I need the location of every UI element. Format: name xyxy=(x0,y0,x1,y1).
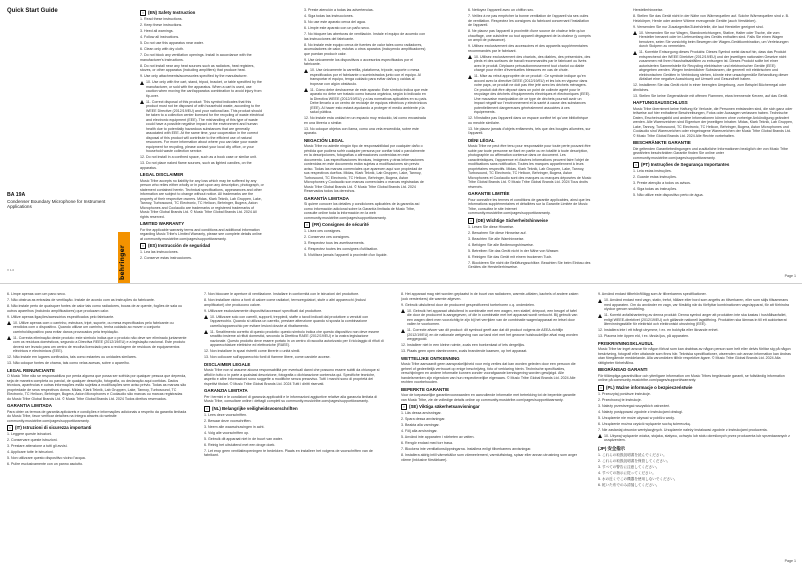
warning-icon xyxy=(204,315,208,319)
guide-header: Quick Start Guide xyxy=(7,8,58,14)
paragraph: 7. Não obstrua as entradas de ventilação. Instale de acordo com as instruções do fabricante. xyxy=(7,298,155,302)
warning-paragraph xyxy=(204,330,384,350)
warning-icon xyxy=(598,314,602,318)
paragraph: För tillämpliga garantivillkor och ytterligare information om Music Tribes begränsade garanti, se fullständig information online på community.musictribe.com/pages/support#warranty. xyxy=(598,373,785,383)
warning-icon xyxy=(633,31,637,35)
paragraph: 11. Korrekt avfallshantering av denna produkt: Denna symbol anger att produkten inte ska kastas i hushållsavfallet, enligt WEEE-direktivet (2012/19/EU) och gällande nationell lagstiftning. Produkten ska lämnas in till ett auktoriserat återvinningsställe för elektriskt och elektroniskt utrustning (EEE). xyxy=(604,313,787,326)
paragraph: 6. Limpie este aparato con un paño seco. xyxy=(304,26,370,30)
warning-icon xyxy=(304,88,308,92)
section-heading-text: GARANZIA LIMITATA xyxy=(204,388,248,394)
paragraph: 3. Preste atención a todas las advertencias. xyxy=(304,8,374,12)
paragraph: 12. Installera inte i ett trångt utrymme, t ex. en bokhylla eller liknande enhet. xyxy=(598,328,719,332)
page-number: Page 1 xyxy=(784,274,796,278)
paragraph: Herstellerhinweise. xyxy=(633,8,664,12)
section-heading-text: (EN) Safety Instruction xyxy=(148,10,196,16)
warning-paragraph xyxy=(633,31,793,51)
paragraph: 13. Non collocare sull'apparecchio fonti di fiamme libere, come candele accese. xyxy=(204,355,331,359)
warning-icon xyxy=(401,329,405,333)
paragraph: 10. Utilizzare solo con carrelli, supporti, treppiedi, staffe o tavoli indicati dal produttore o venduti con l'apparecchio. Quando si utilizza un carrello, prestare attenzione quando si sposta la combinazione carrello/apparecchio per evitare lesioni dovute al ribaltamento. xyxy=(210,314,369,328)
paragraph: 5. Non utilizzare questo dispositivo vicino l'acqua. xyxy=(7,456,86,461)
paragraph: 11. Correct disposal of this product: This symbol indicates that this product must not be disposed of with household waste, according to the WEEE Directive (2012/19/EU) and your national law. This product should be taken to a collection center licensed for the recycling of waste electrical and electronic equipment (EEE). The mishandling of this type of waste could have a possible negative impact on the environment and human health due to potentially hazardous substances that are generally associated with EEE. At the same time, your cooperation in the correct disposal of this product will contribute to the efficient use of natural resources. For more information about where you can take your waste equipment for recycling, please contact your local city office, or your household waste collection service. xyxy=(146,99,264,153)
shield-icon: ! xyxy=(7,425,13,431)
paragraph: 7. Nie zasłaniaj otworów wentylacyjnych. Urządzenie należy instalować zgodnie z instrukcjami producenta. xyxy=(598,427,768,432)
paragraph: 7. Veillez à ne pas empêcher la bonne ventilation de l'appareil via ses ouïes de ventilation. Respectez les consignes du fabricant concernant l'installation de l'appareil. xyxy=(468,14,589,27)
paragraph: 2. Bewaar deze voorschriften. xyxy=(204,418,252,423)
section-heading xyxy=(401,356,581,362)
shield-icon: ! xyxy=(140,243,146,249)
paragraph: Music Tribe non si assume alcuna responsabilità per eventuali danni che possono essere subiti da chiunque si affidi in tutto o in parte a qualsiasi descrizione, fotografia o dichiarazione contenuta qui. Specifiche tecniche, aspetto e altre informazioni sono soggette a modifiche senza preavviso. Tutti i marchi sono di proprietà dei rispettivi titolari. © Music Tribe Global Brands Ltd. 2024 Tutti i diritti riservati. xyxy=(204,368,380,386)
paragraph: 3. Heed all warnings. xyxy=(140,29,174,33)
text-column xyxy=(598,292,792,558)
paragraph: 4. Respectez toutes les consignes d'utilisation. xyxy=(304,247,379,252)
paragraph: 10. Använd endast med vagn, stativ, trefot, hållare eller bord som angetts av tillverkaren, eller som säljs tillsammans med apparaten. Om du använder en vagn, var försiktig när du förflyttar kombinationen vagn/apparat, för att förhindra olyckor genom snubbling. xyxy=(604,298,789,311)
paragraph: 8. Não instale perto de quaisquer fontes de calor tais como radiadores, bocas de ar quente, fogões de sala ou outros aparelhos (incluindo amplificadores) que produzam calor. xyxy=(7,304,183,313)
paragraph: 9. Verwenden Sie nur Zusatzgeräte/Zubehörteile, die laut Hersteller geeignet sind. xyxy=(633,24,764,29)
paragraph: 13. Plaats geen open vlambronnen, zoals brandende kaarsen, op het apparaat. xyxy=(401,349,528,353)
section-heading xyxy=(468,191,592,197)
paragraph: 5. Använd inte apparaten i närheten av vatten. xyxy=(401,435,475,440)
warning-icon xyxy=(140,81,144,85)
shield-icon: ! xyxy=(468,218,474,224)
top-page xyxy=(0,0,802,283)
paragraph: 5. N'utilisez jamais l'appareil à proximité d'un liquide. xyxy=(304,253,388,258)
paragraph: 6. 乾いた布でのみ清掃してください。 xyxy=(598,482,660,487)
paragraph: 2. Bewahren Sie diese Hinweise auf. xyxy=(468,230,527,235)
paragraph: 11. Mise au rebut appropriée de ce produit : Ce symbole indique qu'en accord avec la directive DEEE (2012/19/EU) et les lois en vigueur dans votre pays, ce produit ne doit pas être jeté avec les déchets ménagers. Ce produit doit être déposé dans un point de collecte agréé pour le recyclage des déchets d'équipements électriques et électroniques (EEE). Une mauvaise manipulation de ce type de déchets pourrait avoir un impact négatif sur l'environnement et la santé à cause des substances potentiellement dangereuses généralement associées à ces équipements. xyxy=(474,74,591,114)
paragraph: 10. Utilisez exclusivement des chariots, des diables, des présentoirs, des pieds et des surfaces de travail recommandés par le fabricant ou livrés avec le produit. Déplacez précautionneusement tout chariot ou diable chargé pour éviter d'éventuelles blessures en cas de chute. xyxy=(474,54,591,72)
section-heading-text: HAFTUNGSAUSSCHLUSS xyxy=(633,100,688,105)
section-heading-text: (PL) Ważne informacje o bezpieczeństwie xyxy=(606,384,693,390)
paragraph: 12. Installieren Sie das Gerät nicht in einer beengten Umgebung, zum Beispiel Bücherregal oder ähnliches. xyxy=(633,83,787,92)
paragraph: 8. Do not install near any heat sources such as radiators, heat registers, stoves, or other apparatus (including amplifiers) that produce heat. xyxy=(140,63,255,72)
paragraph: 6. Clean only with dry cloth. xyxy=(140,47,184,51)
paragraph: 6. Limpe apenas com um pano seco. xyxy=(7,292,66,296)
paragraph: 1. Read these instructions. xyxy=(140,17,183,21)
paragraph: 12. Do not install in a confined space, such as a book case or similar unit. xyxy=(140,155,257,159)
paragraph: 4. Follow all instructions. xyxy=(140,35,180,39)
version-number: V 1.0 xyxy=(7,268,15,272)
section-heading xyxy=(468,218,592,224)
paragraph: 6. Nettoyez l'appareil avec un chiffon sec. xyxy=(468,8,535,12)
section-heading-text: WETTELIJKE ONTKENNING xyxy=(401,355,460,361)
paragraph: 12. Installeer niet in een kleine ruimte, zoals een boekenkast of iets dergelijks. xyxy=(401,343,526,347)
paragraph: 9. Utilize apenas ligações/acessórios especificados pelo fabricante. xyxy=(7,314,115,319)
text-column xyxy=(401,292,581,558)
paragraph: 10. Używaj wyłącznie wózka, stojaka, statywu, uchwytu lub stołu określonych przez producenta lub sprzedawanych z urządzeniem. xyxy=(604,433,790,443)
section-heading xyxy=(633,162,793,168)
section-heading-text: (PT) Instruções de Segurança Importantes xyxy=(641,162,730,168)
shield-icon: ! xyxy=(304,222,310,228)
paragraph: 9. Utilizzare esclusivamente dispositivi/accessori specificati dal produttore. xyxy=(204,308,323,313)
paragraph: 9. Use únicamente los dispositivos o accesorios especificados por el fabricante. xyxy=(304,57,414,66)
section-heading-text: GARANTÍA LIMITADA xyxy=(304,195,349,201)
paragraph: 3. Preste atenção a todos os avisos. xyxy=(633,181,691,186)
paragraph: Para obter os termos de garantia aplicáveis e condições e informações adicionais a respeito da garantia limitada do Music Tribe, favor verificar detalhes na íntegra através do website community.musictribe.com/pages/support#warranty. xyxy=(7,409,187,423)
paragraph: 1. Lisez ces consignes. xyxy=(304,229,342,234)
paragraph: 13. Do not place naked flame sources, such as lighted candles, on the apparatus. xyxy=(140,161,252,170)
section-heading xyxy=(304,196,428,202)
paragraph: 4. Applicare tutte le istruzioni. xyxy=(7,450,54,455)
paragraph: 7. Blockieren Sie nicht die Belüftungsschlitze. Beachten Sie beim Einbau des Gerätes die Herstellerhinweise. xyxy=(468,260,591,270)
paragraph: 1. Läs dessa anvisningar. xyxy=(401,411,442,416)
section-heading-text: GARANTIA LIMITADA xyxy=(7,403,52,409)
warning-paragraph xyxy=(140,100,264,156)
paragraph: 12. Não instale em lugares confinados, tais como estantes ou unidades similares. xyxy=(7,355,137,359)
paragraph: 3. Należy przestrzegać wszystkich ostrzeżeń. xyxy=(598,403,671,408)
paragraph: 3. すべての警告に注意してください。 xyxy=(598,464,660,469)
warning-paragraph xyxy=(7,336,187,356)
paragraph: 2. Spara dessa anvisningar. xyxy=(401,417,446,422)
paragraph: 3. Neem alle waarschuwingen in acht. xyxy=(204,424,265,429)
warning-paragraph xyxy=(468,74,592,116)
section-heading xyxy=(140,243,264,249)
paragraph: 2. Conservare queste istruzioni. xyxy=(7,438,58,443)
warning-paragraph xyxy=(7,321,187,336)
warning-icon xyxy=(468,75,472,79)
warning-icon xyxy=(468,55,472,59)
warning-icon xyxy=(140,100,144,104)
paragraph: 6. Reinig het uitsluitend met een droge doek. xyxy=(204,442,276,447)
section-heading xyxy=(7,368,187,374)
paragraph: 4. Befolgen Sie alle Bedienungshinweise. xyxy=(468,242,534,247)
paragraph: 13. No coloque objetos con llama, como una vela encendida, sobre este aparato. xyxy=(304,126,419,135)
paragraph: 13. Stellen Sie keine Gegenstände mit offenen Flammen, etwa brennende Kerzen, auf das Gerät. xyxy=(633,93,788,98)
section-heading xyxy=(7,403,187,409)
paragraph: 5. No use este aparato cerca del agua. xyxy=(304,20,366,24)
paragraph: 1. Lesen Sie diese Hinweise. xyxy=(468,224,515,229)
warning-paragraph xyxy=(468,55,592,75)
section-heading-text: DÉNI LÉGAL xyxy=(468,137,495,143)
paragraph: 2. Conserve estas instrucciones. xyxy=(140,256,192,261)
warning-paragraph xyxy=(304,68,428,88)
shield-icon: ! xyxy=(633,162,639,168)
paragraph: 2. Conservez ces consignes. xyxy=(304,235,350,240)
paragraph: 1. Lea las instrucciones. xyxy=(140,250,179,255)
paragraph: 2. Guarde estas instruções. xyxy=(633,175,677,180)
paragraph: 7. Do not block any ventilation openings. Install in accordance with the manufacturer's instructions. xyxy=(140,53,252,62)
paragraph: 5. Do not use this apparatus near water. xyxy=(140,41,204,45)
warning-paragraph xyxy=(204,315,384,330)
paragraph: Per i termini e le condizioni di garanzia applicabili e le informazioni aggiuntive relative alla garanzia limitata di Music Tribe, consultare online i dettagli completi su community.musictribe.com/pages/support#warranty. xyxy=(204,394,377,404)
text-column xyxy=(204,292,384,558)
paragraph: 3. Beachten Sie alle Warnhinweise. xyxy=(468,236,525,241)
warning-icon xyxy=(204,330,208,334)
warning-paragraph xyxy=(401,309,581,329)
paragraph: 2. これらの取扱説明書を保管してください。 xyxy=(598,458,671,463)
cover-panel xyxy=(0,0,130,283)
section-heading-text: (DE) Wichtige Sicherheitshinweise xyxy=(476,217,548,223)
shield-icon: ! xyxy=(204,406,210,412)
text-column xyxy=(140,8,264,274)
warning-icon xyxy=(7,336,11,340)
paragraph: 11. Correcta eliminação deste produto: este símbolo indica que o produto não deve ser eliminado juntamente com os resíduos domésticos, segundo a Directiva REEE (2012/19/EU) e a legislação nacional. Este produto deverá ser levado para um centro de recolha licenciado para a reciclagem de resíduos de equipamentos eléctricos e electrónicos (EEE). xyxy=(13,335,187,353)
paragraph: 12. N'installez pas l'appareil dans un espace confiné tel qu'une bibliothèque ou meuble similaire. xyxy=(468,116,589,125)
paragraph: 5. 水の近くでこの機器を使用しないでください。 xyxy=(598,476,678,481)
section-heading xyxy=(204,388,384,394)
section-heading xyxy=(204,362,384,368)
section-heading xyxy=(140,172,264,178)
paragraph: 10. Gebruik het apparaat uitsluitend in combinatie met een wagen, een statief, driepoot, een beugel of tafel die door de producent is aangegeven, of die in combinatie met het apparaat wordt verkocht. Bij gebruik van een wagen dient men voorzichtig te zijn bij het verrijden van de combinatie wagen/apparaat en letsel door vallen te voorkomen. xyxy=(407,308,578,326)
section-heading xyxy=(304,138,428,144)
paragraph: Si quiere conocer los detalles y condiciones aplicables de la garantía así como información adicional sobre la Garantía limitada de Music Tribe, consulte online toda la información en la web community.musictribe.com/pages/support#warranty. xyxy=(304,202,420,220)
paragraph: 1. Leggere queste istruzioni. xyxy=(7,432,53,437)
paragraph: Voor de toepasselijke garantievoorwaarden en aanvullende informatie met betrekking tot de beperkte garantie van Music Tribe, zie de volledige details online op community.musictribe.com/pages/support#warranty. xyxy=(401,393,576,402)
paragraph: Music Tribe tar inget ansvar för någon förlust som kan drabbas av någon person som helt eller delvis förlitar sig på någon beskrivning, fotografi eller uttalande som finns här. Tekniska specifikationer, utseenden och annan information kan ändras utan föregående meddelande. Alla varumärken tillhör respektive ägare. © Music Tribe Global Brands Ltd. 2024 Alla rättigheter förbehållna. xyxy=(598,347,791,365)
paragraph: 8. Ne placez pas l'appareil à proximité d'une source de chaleur telle qu'un chauffage, une cuisinière ou tout appareil dégageant de la chaleur (y compris un ampli de puissance). xyxy=(468,29,591,42)
text-column xyxy=(468,8,592,274)
warning-paragraph xyxy=(598,313,792,328)
section-heading xyxy=(204,406,384,412)
section-heading-text: (SE) Viktiga säkerhetsanvisningar xyxy=(409,404,480,410)
section-heading-text: LEGAL RENUNCIANTE xyxy=(7,367,55,373)
paragraph: 5. Gebruik dit apparaat niet in de buurt van water. xyxy=(204,436,283,441)
paragraph: 13. Ne placez jamais d'objets enflammés, tels que des bougies allumées, sur l'appareil. xyxy=(468,126,591,135)
paragraph: 12. No instale esta unidad en un espacio muy reducido, tal como encastrada en una librería o similar. xyxy=(304,116,426,125)
paragraph: 1. これらの取扱説明書を読んでください。 xyxy=(598,452,667,457)
paragraph: Music Tribe übernimmt keine Haftung für Verluste, die Personen entstanden sind, die sich ganz oder teilweise auf hier enthaltene Beschreibungen, Fotos oder Aussagen verlassen haben. Technische Daten, Erscheinungsbild und andere Informationen können ohne vorherige Ankündigung geändert werden. Alle Warenzeichen sind Eigentum der jeweiligen Inhaber. Midas, Klark Teknik, Lab Gruppen, Lake, Tannoy, Turbosound, TC Electronic, TC Helicon, Behringer, Bugera, Aston Microphones und Coolaudio sind Warenzeichen oder eingetragene Warenzeichen der Music Tribe Global Brands Ltd. © Music Tribe Global Brands Ltd. 2024 Alle Rechte vorbehalten. xyxy=(633,106,793,138)
warning-icon xyxy=(304,69,308,73)
section-heading-text: LEGAL DISCLAIMER xyxy=(140,172,184,177)
paragraph: 9. Utilisez exclusivement des accessoires et des appareils supplémentaires recommandés par le fabricant. xyxy=(468,44,588,53)
paragraph: 4. Siga todas las instrucciones. xyxy=(304,14,354,18)
paragraph: Music Tribe ne peut être tenu pour responsable pour toute perte pouvant être subie par toute personne se fiant en partie ou en totalité à toute description, photographie ou affirmation contenue dans ce document. Les caractéristiques, l'apparence et d'autres informations peuvent faire l'objet de modifications sans notification. Toutes les marques appartiennent à leurs propriétaires respectifs. Midas, Klark Teknik, Lab Gruppen, Lake, Tannoy, Turbosound, TC Electronic, TC Helicon, Behringer, Bugera, Aston Microphones et Coolaudio sont des marques ou marques déposées de Music Tribe Global Brands Ltd. © Music Tribe Global Brands Ltd. 2024 Tous droits réservés. xyxy=(468,144,592,189)
section-heading xyxy=(598,367,792,373)
paragraph: 13. Não coloque fontes de chama, tais como velas acesas, sobre o aparelho. xyxy=(7,361,130,365)
paragraph: 8. Installera aldrig intill värmekällor som värmeelement, varmluftsintag, spisar eller annan utrustning som avger värme (inklusive förstärkare). xyxy=(401,453,577,462)
text-column xyxy=(633,8,793,274)
paragraph: 11. Korrekte Entsorgung dieses Produkts: Dieses Symbol weist darauf hin, dass das Produkt entsprechend der WEEE Direktive (2012/19/EU) und der jeweiligen nationalen Gesetze nicht zusammen mit Ihren Haushaltsabfällen zu entsorgen ist. Dieses Produkt sollte bei einer autorisierten Sammelstelle für Recycling elektrischer und elektronischer Geräte (EEE) abgegeben werden. Wegen bedenklicher Substanzen, die generell mit elektrischen und elektronischen Geräten in Verbindung stehen, könnte eine unsachgemäße Behandlung dieser Abfallart eine negative Auswirkung auf Umwelt und Gesundheit haben. xyxy=(639,50,789,81)
paragraph: Music Tribe no admite ningún tipo de responsabilidad por cualquier daño o pérdida que pudiera sufrir cualquier persona por confiar total o parcialmente en la descripciones, fotografías o afirmaciones contenidas en este documento. Las especificaciones técnicas, imágenes y otras informaciones contenidas en este documento están sujetas a modificaciones sin previo aviso. Todas las marcas comerciales que aparecen aquí son propiedad de sus respectivos dueños. Midas, Klark Teknik, Lab Gruppen, Lake, Tannoy, Turbosound, TC Electronic, TC Helicon, Behringer, Bugera, Aston Microphones y Coolaudio son marcas comerciales o marcas registradas de Music Tribe Global Brands Ltd. © Music Tribe Global Brands Ltd. 2024 Reservados todos los derechos. xyxy=(304,144,425,194)
paragraph: 7. Non bloccare le aperture di ventilazione. Installare in conformità con le istruzioni del produttore. xyxy=(204,292,360,296)
paragraph: 3. Respectez tous les avertissements. xyxy=(304,241,365,246)
warning-icon xyxy=(598,434,602,438)
section-heading-text: (IT) Istruzioni di sicurezza importanti xyxy=(15,425,92,431)
section-heading-text: BEGRÄNSAD GARANTI xyxy=(598,367,648,373)
paragraph: Music Tribe aanvaardt geen aansprakelijkheid voor enig verlies dat kan worden geleden door een persoon die geheel of gedeeltelijk vertrouwt op enige beschrijving, foto of verklaring hierin. Technische specificaties, verschijningen en andere informatie kunnen zonder voorafgaande kennisgeving worden gewijzigd. Alle handelsmerken zijn eigendom van hun respectievelijke eigenaars. © Music Tribe Global Brands Ltd. 2024 Alle rechten voorbehouden. xyxy=(401,362,576,385)
section-heading-text: (ES) Instrucción de seguridad xyxy=(148,243,211,249)
warning-paragraph xyxy=(598,434,792,445)
paragraph: 12. Non installare in spazi ristretti come librerie o unità simili. xyxy=(204,349,301,353)
section-heading-text: FRISKRIVNINGSKLAUSUL xyxy=(598,340,654,346)
paragraph: 2. Przechowuj te instrukcje. xyxy=(598,397,642,402)
paragraph: 6. Rengör endast med torr trasa. xyxy=(401,441,453,446)
shield-icon: ! xyxy=(140,10,146,16)
paragraph: 4. Siga todas as instruções. xyxy=(633,187,678,192)
warning-icon xyxy=(7,321,11,325)
paragraph: 8. Stellen Sie das Gerät nicht in der Nähe von Wärmequellen auf. Solche Wärmequellen sind z. B. Heizkörper, Herde oder andere Wärme erzeugende Geräte (auch Verstärker). xyxy=(633,14,790,23)
paragraph: Pour connaître les termes et conditions de garantie applicables, ainsi que les informations supplémentaires et détaillées sur la Garantie Limitée de Music Tribe, consultez le site Internet community.musictribe.com/pages/support#warranty. xyxy=(468,197,591,216)
warning-paragraph xyxy=(401,328,581,343)
section-heading xyxy=(7,425,187,431)
paragraph: 1. Przeczytaj poniższe instrukcje. xyxy=(598,391,651,396)
paragraph: 7. No bloquee las aberturas de ventilación. Instale el equipo de acuerdo con las instrucciones del fabricante. xyxy=(304,32,426,41)
paragraph: 11. Cómo debe deshacerse de este aparato: Este símbolo indica que este aparato no debe ser tratado como basura orgánica, según lo indicado en la Directiva WEEE (2012/19/EU) y a las normativas aplicables en su país. Debe llevarlo a un centro de reciclaje de equipos eléctricos y electrónicos (EEE). Al hacer esto estará ayudando a proteger el medio ambiente y la salud pública. xyxy=(310,87,428,114)
warning-paragraph xyxy=(140,80,264,100)
paragraph: 4. Volg alle voorschriften op. xyxy=(204,430,250,435)
paragraph: 11. Smaltimento corretto di questo prodotto: questo simbolo indica che questo dispositivo non deve essere smaltito insieme ai rifiuti domestici, secondo la Direttiva RAEE (2012/19/EU) e la vostra legislazione nazionale. Questo prodotto deve essere portato in un centro di raccolta autorizzato per il riciclaggio di rifiuti di apparecchiature elettriche ed elettroniche (RAEE). xyxy=(210,329,384,347)
paragraph: 4. すべての指示に従ってください。 xyxy=(598,470,656,475)
paragraph: 13. Placera inte öppen eld, t ex. tända ljus, på apparaten. xyxy=(598,334,690,338)
paragraph: 9. Gebruik uitsluitend door de producent gespecificeerd toebehoren c.q. onderdelen. xyxy=(401,302,536,307)
section-heading xyxy=(598,385,792,391)
section-heading xyxy=(598,446,792,452)
warning-icon xyxy=(598,299,602,303)
shield-icon: ! xyxy=(401,404,407,410)
section-heading-text: (JP) 安全指示 xyxy=(598,446,626,452)
section-heading-text: BESCHRÄNKTE GARANTIE xyxy=(633,140,691,146)
section-heading-text: NEGACIÓN LEGAL xyxy=(304,137,344,143)
shield-icon: ! xyxy=(598,385,604,391)
text-column xyxy=(7,292,187,558)
paragraph: 4. Följ alla anvisningar. xyxy=(401,429,438,434)
section-heading xyxy=(633,140,793,146)
warning-paragraph xyxy=(304,88,428,117)
bottom-page xyxy=(0,284,802,567)
section-heading xyxy=(401,387,581,393)
section-heading xyxy=(304,222,428,228)
section-heading-text: LIMITED WARRANTY xyxy=(140,221,185,227)
section-heading-text: (FR) Consignes de sécurité xyxy=(312,222,369,228)
section-heading-text: DISCLAIMER LEGALE xyxy=(204,361,251,367)
paragraph: 6. Urządzenie można czyścić wyłącznie suchą ściereczką. xyxy=(598,421,691,426)
paragraph: 1. Lees deze voorschriften. xyxy=(204,412,248,417)
paragraph: O Music Tribe não se responsabiliza por perda alguma que possa ser sofrida por qualquer pessoa que dependa, seja de maneira completa ou parcial, de qualquer descrição, fotografia, ou declaração aqui contidas. Dados técnicos, aparências e outras informações estão sujeitas a modificações sem aviso prévio. Todas as marcas são propriedade de seus respectivos donos. Midas, Klark Teknik, Lab Gruppen, Lake, Tannoy, Turbosound, TC Electronic, TC Helicon, Behringer, Bugera, Aston Microphones e Coolaudio são marcas ou marcas registradas do Music Tribe Global Brands Ltd. © Music Tribe Global Brands Ltd. 2024 Todos direitos reservados. xyxy=(7,374,187,401)
paragraph: 10. Use only with the cart, stand, tripod, bracket, or table specified by the manufacturer, or sold with the apparatus. When a cart is used, use caution when moving the cart/apparatus combination to avoid injury from tip-over. xyxy=(146,80,262,98)
paragraph: 8. Non installare vicino a fonti di calore come radiatori, termoregolatori, stufe o altri apparecchi (inclusi amplificatori) che producono calore. xyxy=(204,298,366,307)
paragraph: 6. Pulire esclusivamente con un panno asciutto. xyxy=(7,462,84,467)
paragraph: 9. Använd endast tillbehör/tillägg som är tillverkarens specifikationer. xyxy=(598,292,707,296)
paragraph: 9. Use only attachments/accessories specified by the manufacturer. xyxy=(140,74,248,78)
section-heading-text: GARANTIE LIMITÉE xyxy=(468,191,510,197)
paragraph: 5. Betreiben Sie das Gerät nicht in der Nähe von Wasser. xyxy=(468,248,560,253)
paragraph: 4. Należy postępować zgodnie z instrukcjami obsługi. xyxy=(598,409,683,414)
warning-icon xyxy=(633,51,637,55)
paragraph: 5. Não utilize este dispositivo perto de água. xyxy=(633,193,704,198)
product-description: Condenser Boundary Microphone for Instrument Applications xyxy=(7,199,106,210)
paragraph: 10. Verwenden Sie nur Wagen, Standvorrichtungen, Stative, Halter oder Tische, die vom Hersteller benannt oder im Lieferumfang des Geräts enthalten sind. Falls Sie einen Wagen benutzen, seien Sie vorsichtig beim Bewegen der Wagen-Gerätkombination, um Verletzungen durch Stolpern zu vermeiden. xyxy=(639,30,789,48)
warning-paragraph xyxy=(633,50,793,83)
paragraph: Music Tribe accepts no liability for any loss which may be suffered by any person who relies either wholly or in part upon any description, photograph, or statement contained herein. Technical specifications, appearances and other information are subject to change without notice. All trademarks are the property of their respective owners. Midas, Klark Teknik, Lab Gruppen, Lake, Tannoy, Turbosound, TC Electronic, TC Helicon, Behringer, Bugera, Aston Microphones and Coolaudio are trademarks or registered trademarks of Music Tribe Global Brands Ltd. © Music Tribe Global Brands Ltd. 2024 All rights reserved. xyxy=(140,178,264,219)
paragraph: 2. Keep these instructions. xyxy=(140,23,183,27)
model-name: BA 19A xyxy=(7,192,26,198)
paragraph: 8. Het apparaat mag niet worden geplaatst in de buurt van radiatoren, warmte-uitlaten, kachels of andere zaken (ook versterkers) die warmte afgeven. xyxy=(401,292,579,301)
warning-icon xyxy=(401,309,405,313)
brand-logo: behringer xyxy=(119,244,126,280)
section-heading xyxy=(633,100,793,106)
section-heading xyxy=(598,341,792,347)
paragraph: 3. Beakta alla varningar. xyxy=(401,423,440,428)
page-number: Page 1 xyxy=(784,559,796,563)
paragraph: 10. Utilize apenas com o carrinho, estrutura, tripé, suporte, ou mesa especificados pelo fabricante ou vendidos com o dispositivo. Quando utilizar um carrinho, tenha cuidado ao mover o conjunto carrinho/dispositivo para evitar danos provocados pela terpidação. xyxy=(13,320,174,334)
section-heading xyxy=(140,10,264,16)
paragraph: 8. No instale este equipo cerca de fuentes de calor tales como radiadores, acumuladores de calor, estufas u otros aparatos (incluyendo amplificadores) que puedan producir calor. xyxy=(304,42,426,56)
section-heading xyxy=(140,221,264,227)
paragraph: 11. Correcte afvoer van dit product: dit symbool geeft aan dat dit product volgens de AEEA-richtlijn (2012/19/EU) en de nationale wetgeving van uw land niet met het gewone huishoudelijke afval mag worden weggegooid. xyxy=(407,328,578,341)
paragraph: 6. Reinigen Sie das Gerät mit einem trockenen Tuch. xyxy=(468,254,553,259)
warning-paragraph xyxy=(598,298,792,313)
paragraph: 7. Let erop geen ventilatieopeningen te bedekken. Plaats en installeer het volgens de voorschriften van de fabrikant. xyxy=(204,448,373,458)
paragraph: 5. Urządzenie nie może używać w pobliżu wody. xyxy=(598,415,675,420)
paragraph: For the applicable warranty terms and conditions and additional information regarding Music Tribe's Limited Warranty, please see complete details online at community.musictribe.com/pages/support#warranty. xyxy=(140,227,262,241)
text-column xyxy=(304,8,428,274)
paragraph: 7. Blockera inte ventilationsöppningarna. Installera enligt tillverkarens anvisningar. xyxy=(401,447,532,452)
section-heading xyxy=(401,404,581,410)
section-heading-text: BEPERKTE GARANTIE xyxy=(401,386,450,392)
paragraph: 1. Leia estas instruções. xyxy=(633,169,672,174)
paragraph: 3. Prestare attenzione a tutti gli avvisi. xyxy=(7,444,68,449)
paragraph: Die geltenden Garantiebedingungen und zusätzliche Informationen bezüglich der von Music Tribe gewährten beschränkten Garantie finden Sie online unter community.musictribe.com/pages/support#warranty. xyxy=(633,146,789,160)
section-heading xyxy=(468,138,592,144)
section-heading-text: (NL) Belangrijke veiligheidsvoorschriften xyxy=(212,405,298,411)
paragraph: 10. Use únicamente la carretilla, plataforma, trípode, soporte o mesa especificados por el fabricante o suministrados junto con el equipo. Al transportar el equipo, tenga cuidado para evitar daños y caídas al tropezar con algún obstáculo. xyxy=(310,68,421,86)
